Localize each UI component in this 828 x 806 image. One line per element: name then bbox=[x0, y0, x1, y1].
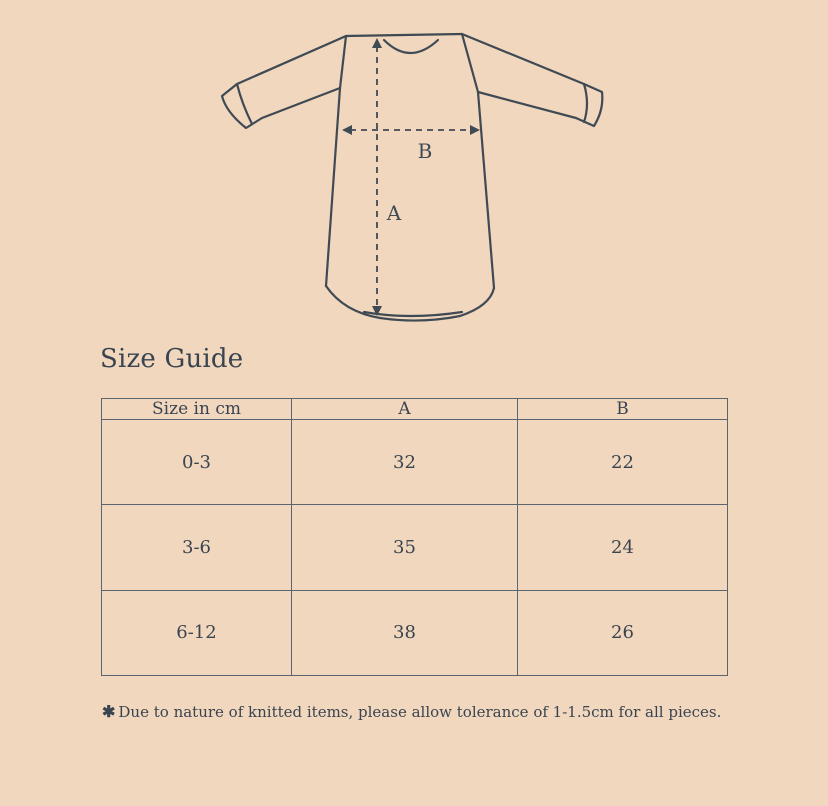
body-left-side bbox=[326, 36, 346, 286]
table-row bbox=[102, 590, 728, 675]
left-sleeve bbox=[222, 36, 346, 128]
table-row bbox=[102, 505, 728, 590]
table-row bbox=[102, 420, 728, 505]
neckline bbox=[384, 40, 438, 53]
measure-b-label: B bbox=[417, 139, 433, 163]
table-header-row bbox=[102, 399, 728, 420]
cell-a: 32 bbox=[292, 420, 518, 505]
cell-size: 0-3 bbox=[102, 420, 292, 505]
asterisk-icon: ✱ bbox=[102, 702, 116, 721]
cell-b: 22 bbox=[518, 420, 728, 505]
measure-b-arrow-left bbox=[342, 125, 352, 135]
measure-a-arrow-top bbox=[372, 38, 382, 48]
tolerance-note bbox=[102, 702, 721, 721]
garment-outline bbox=[346, 34, 462, 36]
page-title: Size Guide bbox=[100, 344, 244, 374]
cell-b: 24 bbox=[518, 505, 728, 590]
size-table bbox=[101, 398, 728, 676]
header-b: B bbox=[518, 399, 728, 420]
cell-a: 38 bbox=[292, 590, 518, 675]
header-a: A bbox=[292, 399, 518, 420]
measure-a-label: A bbox=[386, 201, 402, 225]
cell-size: 6-12 bbox=[102, 590, 292, 675]
cell-a: 35 bbox=[292, 505, 518, 590]
header-size: Size in cm bbox=[102, 399, 292, 420]
garment-diagram bbox=[0, 0, 828, 340]
note-text: Due to nature of knitted items, please allow tolerance of 1-1.5cm for all pieces. bbox=[118, 703, 722, 721]
cell-size: 3-6 bbox=[102, 505, 292, 590]
body-right-side bbox=[462, 34, 494, 288]
right-sleeve bbox=[462, 34, 602, 126]
measure-b-arrow-right bbox=[470, 125, 480, 135]
cell-b: 26 bbox=[518, 590, 728, 675]
